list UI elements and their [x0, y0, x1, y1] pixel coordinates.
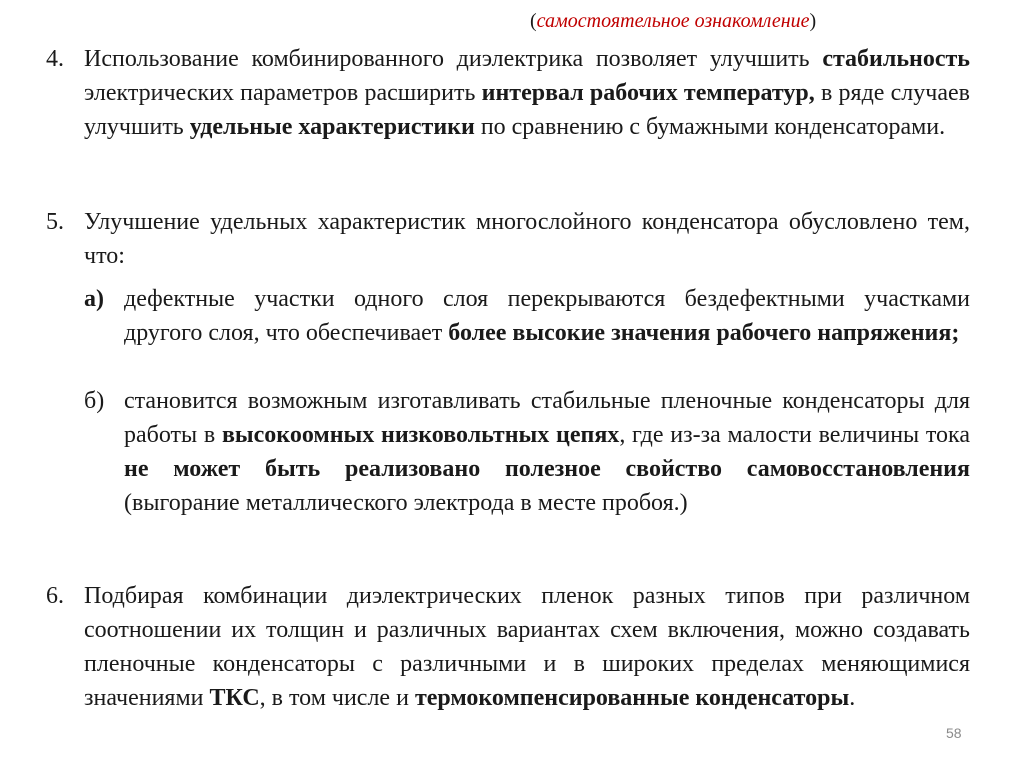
item-6-part-1: Подбирая комбинации диэлектрических пленок разных типов при различном соотношении их толщин и различных вариантах схем включения, можно создавать пленочные конденсаторы с различными и в широких пределах меняющимися значениями — [84, 583, 970, 711]
page-number: 58 — [946, 725, 962, 741]
self-study-note — [530, 10, 816, 33]
item-4-number: 4. — [46, 46, 64, 72]
item-5-text: Улучшение удельных характеристик многослойного конденсатора обусловлено тем, что: — [84, 209, 970, 269]
note-open-paren: ( — [530, 10, 537, 32]
sub-b-part-3: (выгорание металлического электрода в месте пробоя.) — [124, 490, 688, 516]
note-close-paren: ) — [809, 10, 817, 32]
sub-item-a-text — [124, 282, 970, 350]
item-6-bold-2: термокомпенсированные конденсаторы — [414, 685, 850, 711]
item-4-part-4: по сравнению с бумажными конденсаторами. — [474, 114, 946, 140]
item-4-part-1: Использование комбинированного диэлектрика позволяет улучшить — [84, 46, 823, 72]
sub-item-a — [84, 282, 970, 350]
sub-a-bold-1: более высокие значения рабочего напряжения; — [448, 320, 960, 346]
sub-b-bold-1: высокоомных низковольтных цепях — [221, 422, 620, 448]
list-item-5 — [46, 205, 970, 273]
item-4-part-2: электрических параметров расширить — [84, 80, 482, 106]
item-6-number: 6. — [46, 583, 64, 609]
sub-item-b-label: б) — [84, 388, 105, 414]
list-item-4 — [46, 42, 970, 144]
list-item-6 — [46, 579, 970, 715]
item-6-part-3: . — [849, 685, 856, 711]
item-4-bold-2: интервал рабочих температур, — [481, 80, 815, 106]
sub-item-a-label: а) — [84, 286, 104, 312]
item-4-bold-3: удельные характеристики — [189, 114, 475, 140]
sub-item-b-text — [124, 384, 970, 520]
item-4-bold-1: стабильность — [822, 46, 970, 72]
item-6-bold-1: ТКС — [209, 685, 260, 711]
sub-item-b — [84, 384, 970, 520]
sub-b-part-1: становится возможным изготавливать стабильные пленочные конденсаторы для работы в — [124, 388, 970, 448]
item-4-part-3: в ряде случаев улучшить — [84, 80, 970, 140]
note-text: самостоятельное ознакомление — [536, 10, 810, 32]
item-6-part-2: , в том числе и — [259, 685, 415, 711]
item-6-text — [84, 579, 970, 715]
sub-b-part-2: , где из-за малости величины тока — [619, 422, 971, 448]
sub-b-bold-2: не может быть реализовано полезное свойство самовосстановления — [124, 456, 970, 482]
sub-a-part-1: дефектные участки одного слоя перекрываются бездефектными участками другого слоя, что обеспечивает — [124, 286, 970, 346]
item-4-text — [84, 42, 970, 144]
item-5-number: 5. — [46, 209, 64, 235]
